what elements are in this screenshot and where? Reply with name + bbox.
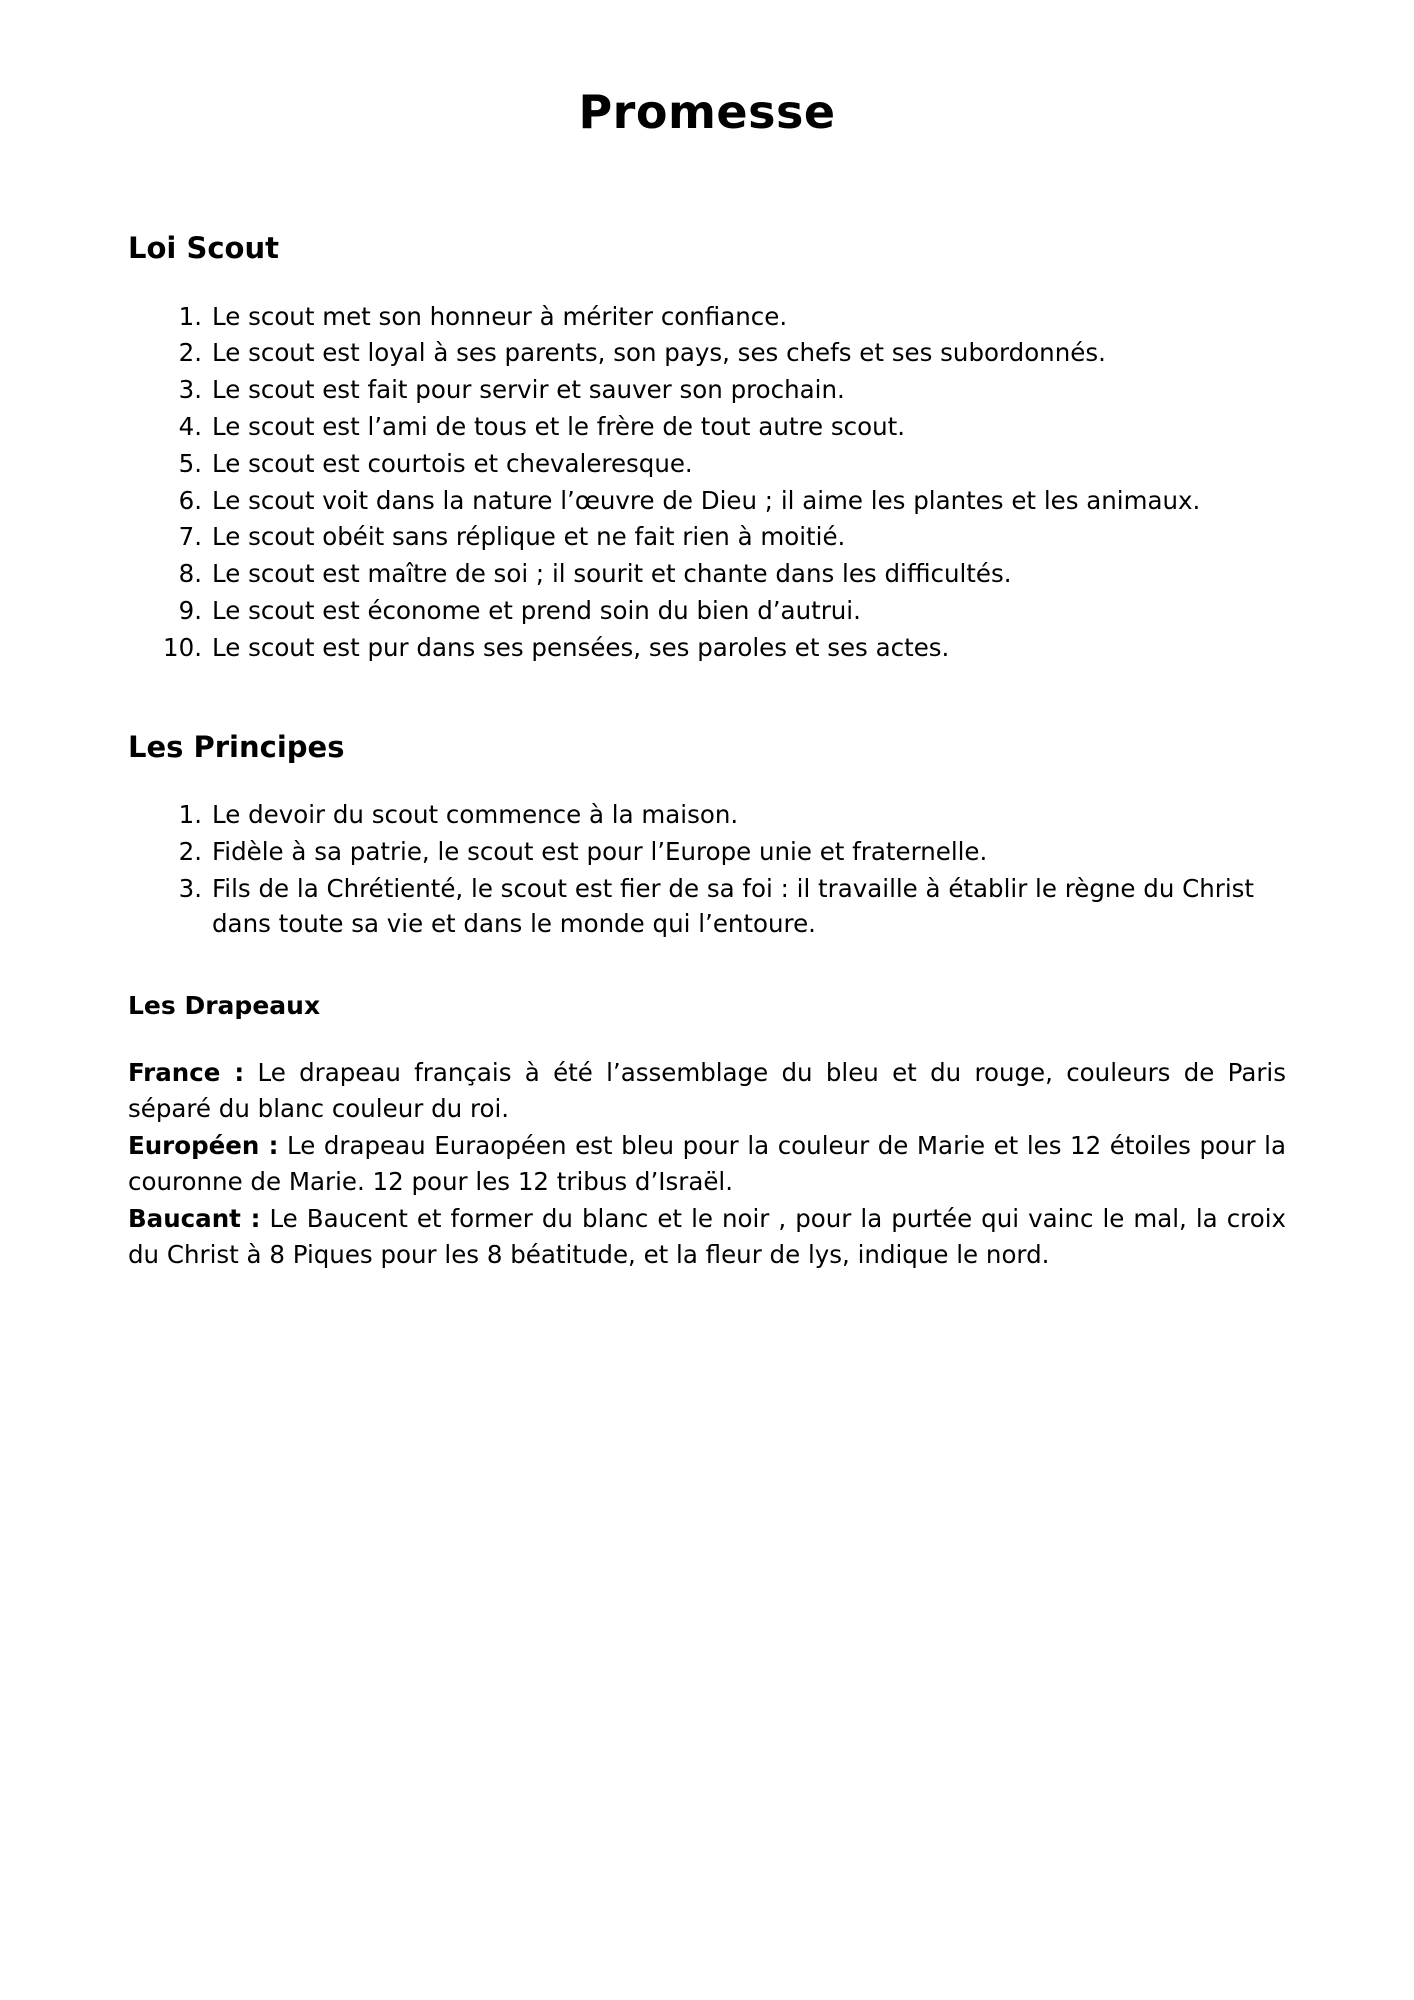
flag-text-baucant: Le Baucent et former du blanc et le noir , pour la purtée qui vainc le mal, la croix du Christ à 8 Piques pour les 8 béatitude, et la fleur de lys, indique le nord. — [128, 1204, 1286, 1269]
list-item: Le scout obéit sans réplique et ne fait rien à moitié. — [212, 522, 846, 552]
list-item: Le scout est l’ami de tous et le frère de tout autre scout. — [212, 412, 905, 442]
section-heading-les-drapeaux: Les Drapeaux — [128, 991, 321, 1021]
section-les-principes — [128, 730, 1286, 942]
page-bottom-spacer — [128, 1275, 1286, 1555]
list-item: Le scout met son honneur à mériter confiance. — [212, 301, 788, 331]
loi-scout-list — [156, 300, 1286, 666]
flag-entry-europeen — [128, 1128, 1286, 1199]
principes-list — [156, 798, 1286, 941]
section-heading-les-principes: Les Principes — [128, 729, 345, 764]
list-item: Fidèle à sa patrie, le scout est pour l’Europe unie et fraternelle. — [212, 837, 988, 867]
flag-text-france: Le drapeau français à été l’assemblage du bleu et du rouge, couleurs de Paris séparé du blanc couleur du roi. — [128, 1058, 1286, 1123]
loi-scout-list-block — [156, 300, 1286, 666]
list-item: Le scout est loyal à ses parents, son pays, ses chefs et ses subordonnés. — [212, 338, 1106, 368]
list-item: Le scout est économe et prend soin du bien d’autrui. — [212, 595, 861, 625]
flag-label-france: France : — [128, 1058, 245, 1088]
drapeaux-paragraphs — [128, 1055, 1286, 1272]
section-heading-loi-scout: Loi Scout — [128, 230, 279, 265]
section-spacer — [128, 668, 1286, 730]
principes-list-block — [156, 798, 1286, 941]
section-loi-scout — [128, 231, 1286, 666]
page-title: Promesse — [578, 85, 836, 139]
list-item: Le scout est pur dans ses pensées, ses paroles et ses actes. — [212, 632, 950, 662]
list-item: Le devoir du scout commence à la maison. — [212, 800, 739, 830]
flag-label-baucant: Baucant : — [128, 1204, 261, 1234]
flag-entry-france — [128, 1055, 1286, 1126]
section-les-drapeaux — [128, 991, 1286, 1272]
list-item: Le scout est maître de soi ; il sourit et chante dans les difficultés. — [212, 559, 1012, 589]
list-item: Le scout est fait pour servir et sauver son prochain. — [212, 375, 845, 405]
list-item: Le scout est courtois et chevaleresque. — [212, 448, 693, 478]
section-spacer-2 — [128, 943, 1286, 991]
flag-entry-baucant — [128, 1201, 1286, 1272]
list-item: Fils de la Chrétienté, le scout est fier de sa foi : il travaille à établir le règne du Christ dans toute sa vie et dans le monde qui l’entoure. — [212, 873, 1255, 938]
flag-text-europeen: Le drapeau Euraopéen est bleu pour la couleur de Marie et les 12 étoiles pour la couronne de Marie. 12 pour les 12 tribus d’Israël. — [128, 1131, 1286, 1196]
list-item: Le scout voit dans la nature l’œuvre de Dieu ; il aime les plantes et les animaux. — [212, 485, 1201, 515]
flag-label-europeen: Européen : — [128, 1131, 279, 1161]
